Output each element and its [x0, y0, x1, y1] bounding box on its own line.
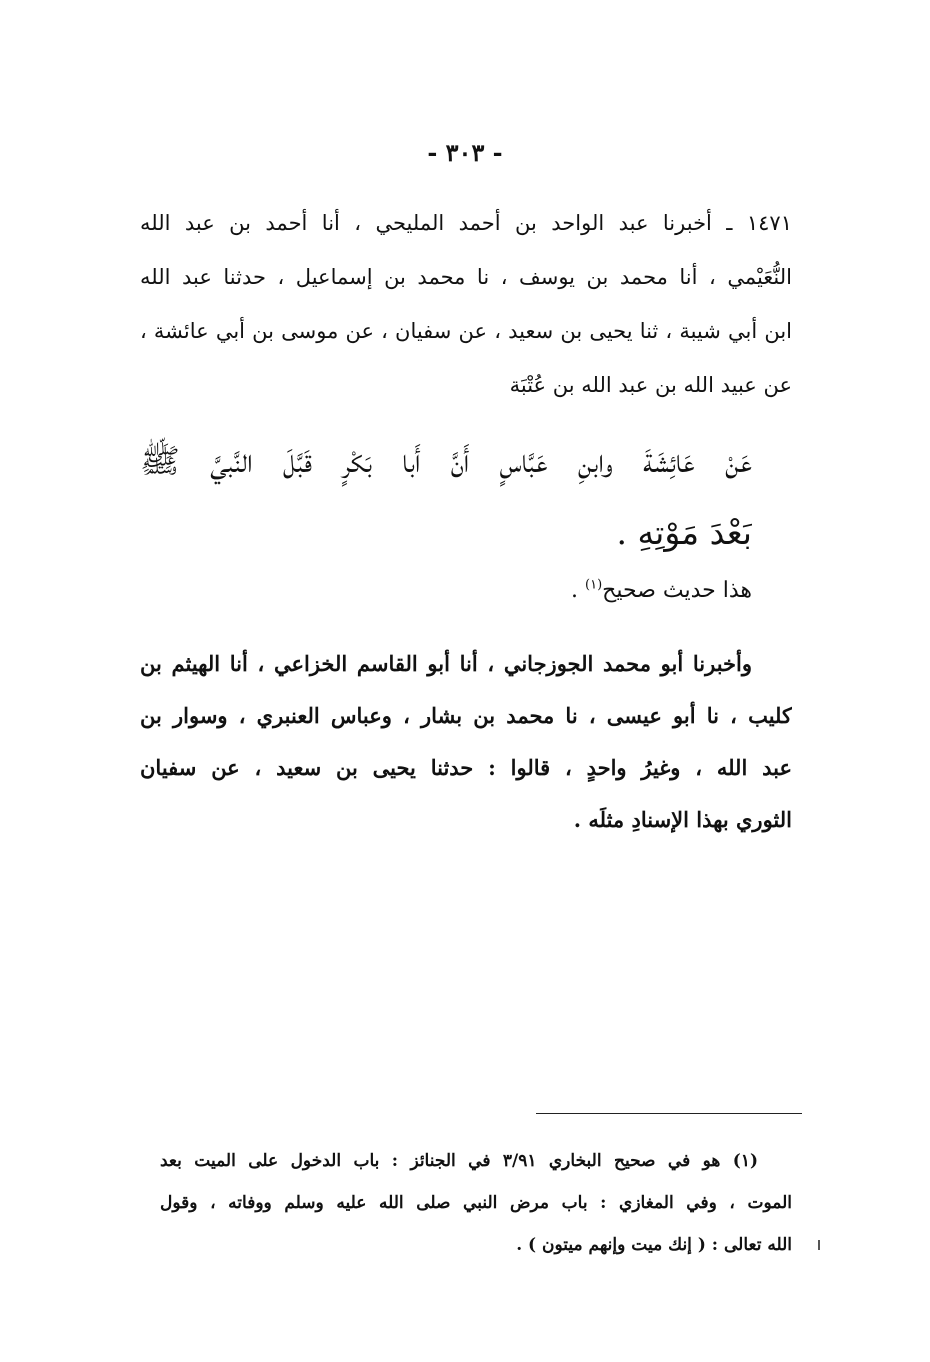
isnad-line: ١٤٧١ ـ أخبرنا عبد الواحد بن أحمد المليحي ، أنا أحمد بن عبد الله [140, 211, 792, 235]
hadith-line: بَعْدَ مَوْتِهِ . [616, 513, 752, 552]
hadith-line: عَنْ عَائِشَةَ وابنِ عَبَّاسٍ أَنَّ أَبا بَكْرٍ قَبَّلَ النَّبيَّ ﷺ [140, 441, 752, 480]
page-number: - ٣٠٣ - [427, 138, 503, 167]
isnad-paragraph-second [140, 638, 792, 846]
footnote-reference: (١) [585, 577, 603, 593]
isnad-line: كليب ، نا أبو عيسى ، نا محمد بن بشار ، وعباس العنبري ، وسوار بن [140, 703, 792, 728]
isnad-line: وأخبرنا أبو محمد الجوزجاني ، أنا أبو القاسم الخزاعي ، أنا الهيثم بن [140, 651, 752, 676]
footnote-line: (١) هو في صحيح البخاري ٣/٩١ في الجنائز : باب الدخول على الميت بعد [160, 1151, 758, 1171]
isnad-line: ابن أبي شيبة ، ثنا يحيى بن سعيد ، عن سفيان ، عن موسى بن أبي عائشة ، [140, 319, 792, 343]
footnote-separator [536, 1113, 802, 1114]
isnad-line: عبد الله ، وغيرُ واحدٍ ، قالوا : حدثنا يحيى بن سعيد ، عن سفيان [140, 755, 792, 780]
isnad-line: النُّعَيْمي ، أنا محمد بن يوسف ، نا محمد بن إسماعيل ، حدثنا عبد الله [140, 265, 792, 289]
grading-line [140, 566, 752, 616]
footnote-line: الموت ، وفي المغازي : باب مرض النبي صلى الله عليه وسلم ووفاته ، وقول [160, 1193, 792, 1213]
scan-speck [818, 1240, 820, 1250]
hadith-grading [140, 566, 752, 616]
footnote-line: الله تعالى : ( إنك ميت وإنهم ميتون ) . [516, 1235, 792, 1255]
grading-text: هذا حديث صحيح [602, 578, 752, 603]
footnotes [160, 1140, 792, 1266]
isnad-line: الثوري بهذا الإسنادِ مثلَه . [573, 807, 792, 832]
grading-end: . [571, 578, 586, 603]
isnad-line: عن عبيد الله بن عبد الله بن عُتْبَة [509, 373, 792, 397]
hadith-text [140, 425, 752, 569]
isnad-paragraph-1471 [140, 196, 792, 412]
